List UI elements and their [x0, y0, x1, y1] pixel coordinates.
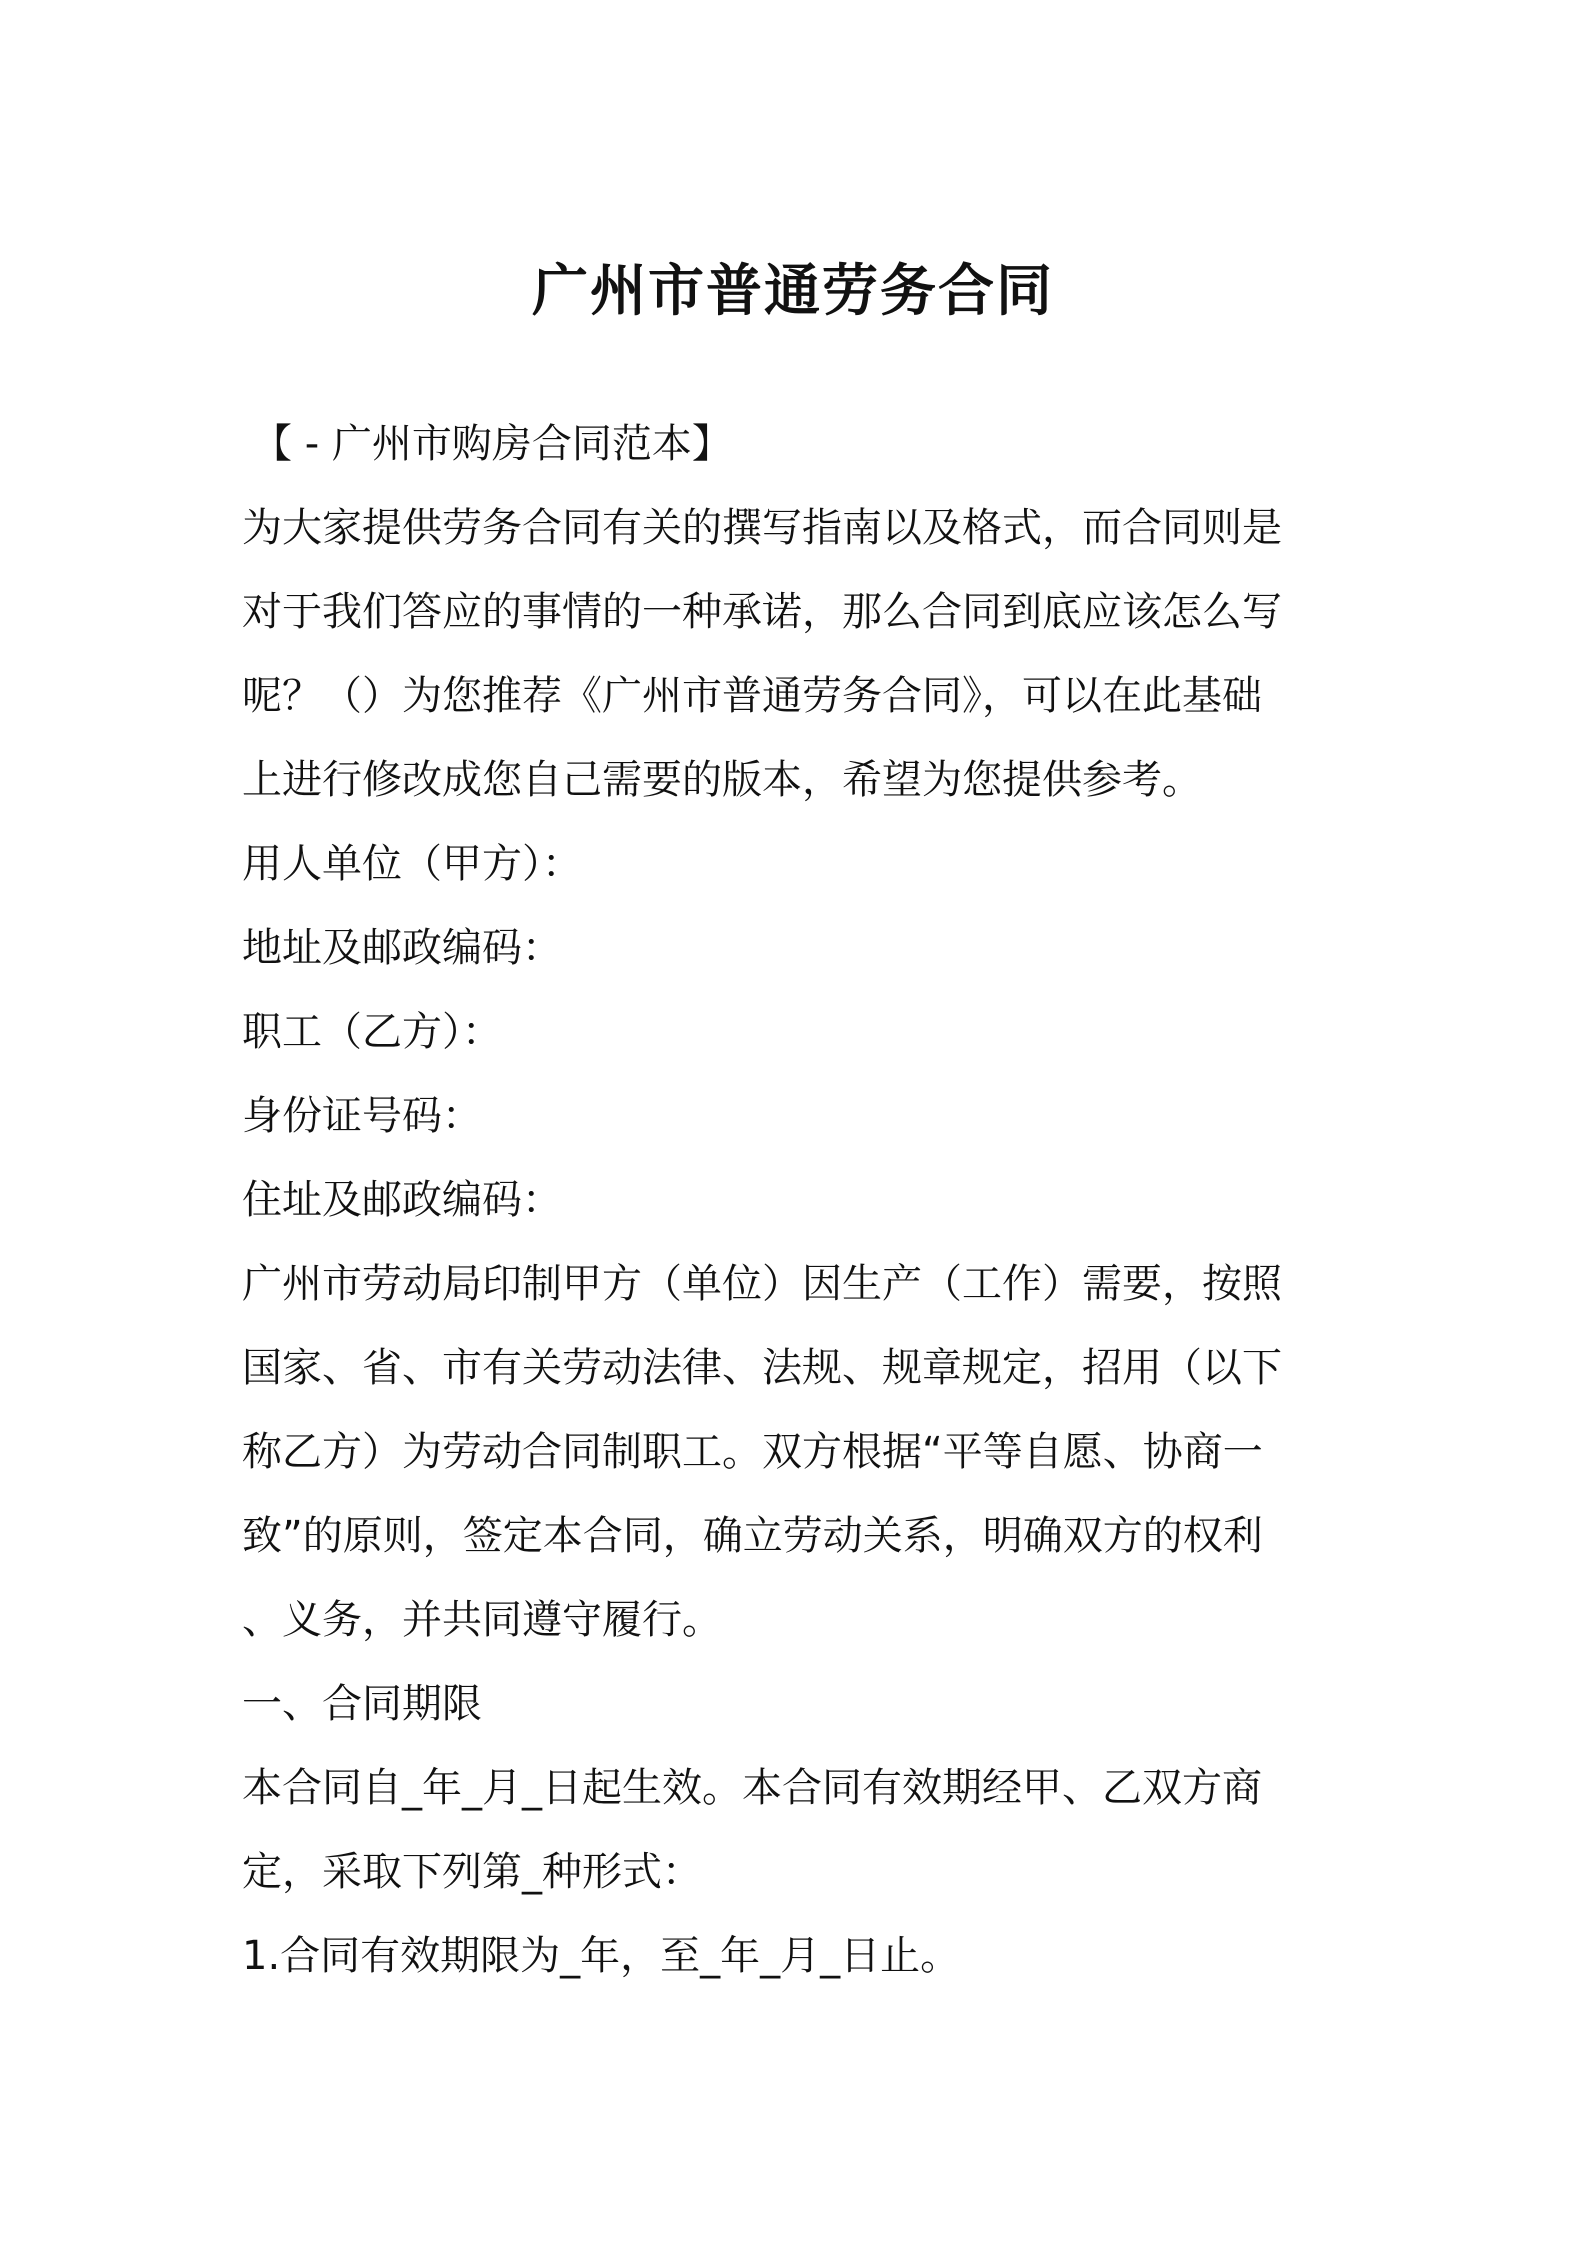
intro-line-2: 对于我们答应的事情的一种承诺，那么合同到底应该怎么写 [242, 589, 1282, 635]
document-title: 广州市普通劳务合同 [532, 259, 1054, 324]
preamble-line-2: 国家、省、市有关劳动法律、法规、规章规定，招用（以下 [242, 1345, 1282, 1391]
term-option-1: 1.合同有效期限为_年，至_年_月_日止。 [242, 1933, 961, 1979]
term-line-2: 定，采取下列第_种形式： [242, 1849, 702, 1895]
employer-field-line: 用人单位（甲方）： [242, 841, 582, 887]
term-line-1: 本合同自_年_月_日起生效。本合同有效期经甲、乙双方商 [242, 1765, 1262, 1811]
subtitle-line: 【 - 广州市购房合同范本】 [252, 421, 732, 467]
id-number-line: 身份证号码： [242, 1093, 482, 1139]
intro-line-4: 上进行修改成您自己需要的版本，希望为您提供参考。 [242, 757, 1202, 803]
employer-address-line: 地址及邮政编码： [242, 925, 562, 971]
intro-line-1: 为大家提供劳务合同有关的撰写指南以及格式，而合同则是 [242, 505, 1282, 551]
preamble-line-1: 广州市劳动局印制甲方（单位）因生产（工作）需要，按照 [242, 1261, 1282, 1307]
section-heading-term: 一、合同期限 [242, 1681, 482, 1727]
preamble-line-4: 致”的原则，签定本合同，确立劳动关系，明确双方的权利 [242, 1513, 1263, 1559]
intro-line-3: 呢？（）为您推荐《广州市普通劳务合同》，可以在此基础 [242, 673, 1262, 719]
preamble-line-5: 、义务，并共同遵守履行。 [242, 1597, 722, 1643]
document-body [242, 402, 1358, 1998]
employee-address-line: 住址及邮政编码： [242, 1177, 562, 1223]
preamble-line-3: 称乙方）为劳动合同制职工。双方根据“平等自愿、协商一 [242, 1429, 1263, 1475]
employee-field-line: 职工（乙方）： [242, 1009, 502, 1055]
